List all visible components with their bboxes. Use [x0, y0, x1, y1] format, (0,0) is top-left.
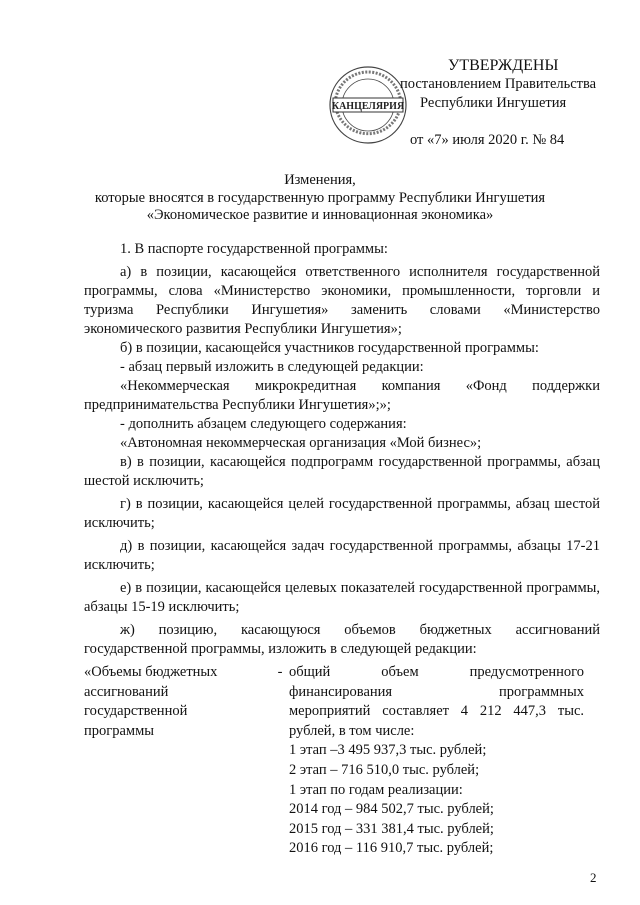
title-line-2: которые вносятся в государственную программу Республики Ингушетия	[94, 189, 546, 206]
approval-line-3: Республики Ингушетия	[420, 95, 567, 111]
paragraph-a: а) в позиции, касающейся ответственного исполнителя государственной программы, слова «Министерство экономики, промышленности, торговли и туризма Республики Ингушетия» заменить словами «Министерство экономического развития Республики Ингушетия»;	[84, 264, 600, 337]
approval-line-2: постановлением Правительства	[400, 76, 597, 92]
document-title	[60, 172, 580, 225]
allocation-label	[84, 663, 269, 741]
allocation-label-line-1: «Объемы бюджетных	[84, 664, 218, 680]
allocation-line: 2015 год – 331 381,4 тыс. рублей;	[289, 820, 494, 837]
paragraph-d: д) в позиции, касающейся задач государственной программы, абзацы 17-21 исключить;	[84, 538, 600, 573]
approval-block	[400, 56, 630, 150]
title-line-1: Изменения,	[284, 172, 356, 188]
paragraph-b-4: «Автономная некоммерческая организация «Мой бизнес»;	[120, 435, 482, 451]
allocation-line: рублей, в том числе:	[289, 722, 415, 739]
allocation-line: мероприятий составляет 4 212 447,3 тыс.	[289, 703, 584, 720]
approval-date-number: от «7» июля 2020 г. № 84	[410, 132, 565, 148]
allocation-label-line-3: программы	[84, 722, 154, 739]
office-seal-stamp	[327, 64, 409, 146]
allocation-line: 1 этап по годам реализации:	[289, 781, 463, 798]
document-body	[84, 240, 600, 659]
allocation-line: 2014 год – 984 502,7 тыс. рублей;	[289, 801, 494, 818]
allocation-line: общий объем предусмотренного	[289, 664, 584, 680]
approval-heading: УТВЕРЖДЕНЫ	[448, 57, 559, 74]
paragraph-b-3: - дополнить абзацем следующего содержания:	[120, 416, 407, 432]
allocation-line: финансирования программных	[289, 683, 584, 700]
allocation-line: 1 этап –3 495 937,3 тыс. рублей;	[289, 742, 487, 759]
paragraph-b: б) в позиции, касающейся участников государственной программы:	[120, 340, 539, 356]
paragraph-zh: ж) позицию, касающуюся объемов бюджетных ассигнований государственной программы, изложить в следующей редакции:	[84, 622, 600, 657]
allocation-line: 2 этап – 716 510,0 тыс. рублей;	[289, 761, 480, 778]
paragraph-g: г) в позиции, касающейся целей государственной программы, абзац шестой исключить;	[84, 496, 600, 531]
page-number: 2	[590, 870, 597, 885]
paragraph-b-1: - абзац первый изложить в следующей редакции:	[120, 359, 424, 375]
allocation-line: 2016 год – 116 910,7 тыс. рублей;	[289, 840, 494, 857]
paragraph-v: в) в позиции, касающейся подпрограмм государственной программы, абзац шестой исключить;	[84, 454, 600, 489]
allocation-details	[289, 663, 584, 859]
paragraph-1: 1. В паспорте государственной программы:	[120, 241, 388, 257]
title-line-3: «Экономическое развитие и инновационная экономика»	[146, 207, 494, 223]
paragraph-b-2: «Некоммерческая микрокредитная компания «Фонд поддержки предпринимательства Республики Ингушетия»;»;	[84, 378, 600, 413]
allocation-label-line-2: ассигнований государственной	[84, 683, 188, 720]
allocation-dash: -	[277, 664, 283, 680]
paragraph-e: е) в позиции, касающейся целевых показателей государственной программы, абзацы 15-19 исключить;	[84, 580, 600, 615]
stamp-label: КАНЦЕЛЯРИЯ	[331, 101, 405, 112]
